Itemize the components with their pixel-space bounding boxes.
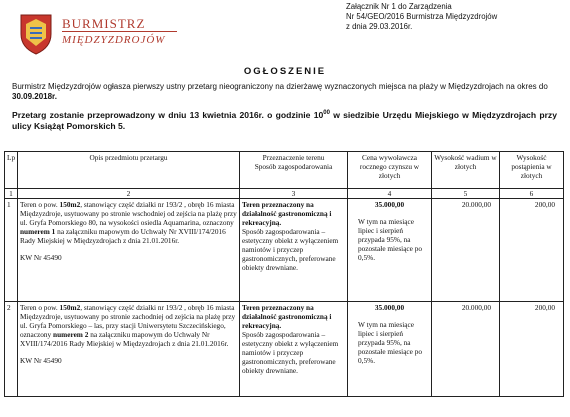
tender-table [4, 151, 564, 397]
intro-text: Burmistrz Międzyzdrojów ogłasza pierwszy ustny przetarg nieograniczony na dzierżawę wyznaczonych miejsca na plaży w Międzyzdrojach na okres do [12, 82, 548, 91]
schedule-minutes: 00 [323, 110, 330, 117]
rent-value [350, 200, 429, 209]
col-number: 5 [432, 189, 500, 199]
attachment-note [346, 2, 497, 32]
table-row [5, 302, 564, 397]
desc-number: numerem 1 [20, 227, 56, 236]
schedule-paragraph [12, 110, 557, 132]
header-purpose-1: Przeznaczenie terenu [262, 153, 325, 162]
header-purpose [240, 152, 348, 189]
row-description [18, 302, 240, 397]
row-deposit: 20.000,00 [432, 302, 500, 397]
attachment-line-1: Załącznik Nr 1 do Zarządzenia [346, 2, 452, 11]
header-deposit: Wysokość wadium w złotych [432, 152, 500, 189]
row-lp: 1 [5, 199, 18, 302]
row-deposit: 20.000,00 [432, 199, 500, 302]
desc-part-c: na załączniku mapowym do Uchwały Nr XVIII/174/2016 Rady Miejskiej w Międzyzdrojach z dnia 21.01.2016r. [20, 227, 226, 245]
rent-note: W tym na miesiące lipiec i sierpień przypada 95%, na pozostałe miesiące po 0,5%. [358, 320, 423, 365]
desc-number: numerem 2 [53, 330, 89, 339]
header-description: Opis przedmiotu przetargu [18, 152, 240, 189]
column-number-row [5, 189, 564, 199]
row-step: 200,00 [500, 302, 564, 397]
table-row [5, 199, 564, 302]
page-title: OGŁOSZENIE [243, 66, 327, 77]
col-number: 4 [348, 189, 432, 199]
row-rent [348, 199, 432, 302]
header-rent: Cena wywoławcza rocznego czynszu w złotych [348, 152, 432, 189]
col-number: 1 [5, 189, 18, 199]
desc-part-a: Teren o pow. [20, 303, 60, 312]
rent-amount: 35.000,00 [374, 303, 405, 312]
land-register-number: KW Nr 45490 [20, 356, 62, 365]
desc-part-b: , stanowiący część działki nr 193/2 , obręb 16 miasta Międzyzdroje, usytuowany po stronie zachodniej od zejścia na plażę przy ul. Gryfa Pomorskiego – las, przy stacji Uniwersytetu Szczecińskiego, oznaczony [20, 303, 236, 339]
rent-value [350, 303, 429, 312]
coat-of-arms-icon [18, 12, 54, 56]
purpose-text: Sposób zagospodarowania – estetyczny obiekt z wyłączeniem namiotów i przyczep gastronomicznych, preferowane obiekty drewniane. [242, 227, 339, 272]
land-register-number: KW Nr 45490 [20, 253, 62, 262]
row-purpose [240, 199, 348, 302]
schedule-part-2: w siedzibie Urzędu Miejskiego w Międzyzdrojach przy ulicy Książąt Pomorskich 5. [12, 110, 557, 131]
logo-subtitle: MIĘDZYZDROJÓW [62, 34, 166, 46]
purpose-text: Sposób zagospodarowania – estetyczny obiekt z wyłączeniem namiotów i przyczep gastronomicznych, preferowane obiekty drewniane. [242, 330, 339, 375]
header-purpose-2: Sposób zagospodarowania [254, 162, 333, 171]
header-lp: Lp [5, 152, 18, 189]
purpose-bold: Teren przeznaczony na działalność gastronomiczną i rekreacyjną. [242, 200, 332, 227]
intro-paragraph [12, 82, 557, 102]
header-row [5, 152, 564, 189]
rent-amount: 35.000,00 [374, 200, 405, 209]
col-number: 2 [18, 189, 240, 199]
row-purpose [240, 302, 348, 397]
header-step: Wysokość postąpienia w złotych [500, 152, 564, 189]
attachment-line-2: Nr 54/GEO/2016 Burmistrza Międzyzdrojów [346, 12, 498, 21]
attachment-line-3: z dnia 29.03.2016r. [346, 22, 413, 31]
row-lp: 2 [5, 302, 18, 397]
desc-area: 150m2 [59, 303, 81, 312]
desc-part-b: , stanowiący część działki nr 193/2 , obręb 16 miasta Międzyzdroje, usytuowany po stronie wschodniej od zejścia na plażę przy ul. Gryfa Pomorskiego 80, na wysokości osiedla Aquamarina, oznaczony [20, 200, 237, 227]
desc-part-a: Teren o pow. [20, 200, 60, 209]
rent-note: W tym na miesiące lipiec i sierpień przypada 95%, na pozostałe miesiące po 0,5%. [358, 217, 423, 262]
desc-area: 150m2 [59, 200, 81, 209]
logo-divider [62, 31, 177, 32]
burmistrz-logo [14, 10, 199, 58]
schedule-part-1: Przetarg zostanie przeprowadzony w dniu 13 kwietnia 2016r. o godzinie 10 [12, 110, 324, 120]
intro-date: 30.09.2018r. [12, 92, 57, 101]
desc-part-c: na załączniku mapowym do Uchwały Nr XVIII/174/2016 Rady Miejskiej w Międzyzdrojach z dnia 21.01.2016r. [20, 330, 229, 348]
row-rent [348, 302, 432, 397]
logo-title: BURMISTRZ [62, 16, 146, 31]
col-number: 3 [240, 189, 348, 199]
row-step: 200,00 [500, 199, 564, 302]
row-description [18, 199, 240, 302]
col-number: 6 [500, 189, 564, 199]
purpose-bold: Teren przeznaczony na działalność gastronomiczną i rekreacyjną. [242, 303, 332, 330]
